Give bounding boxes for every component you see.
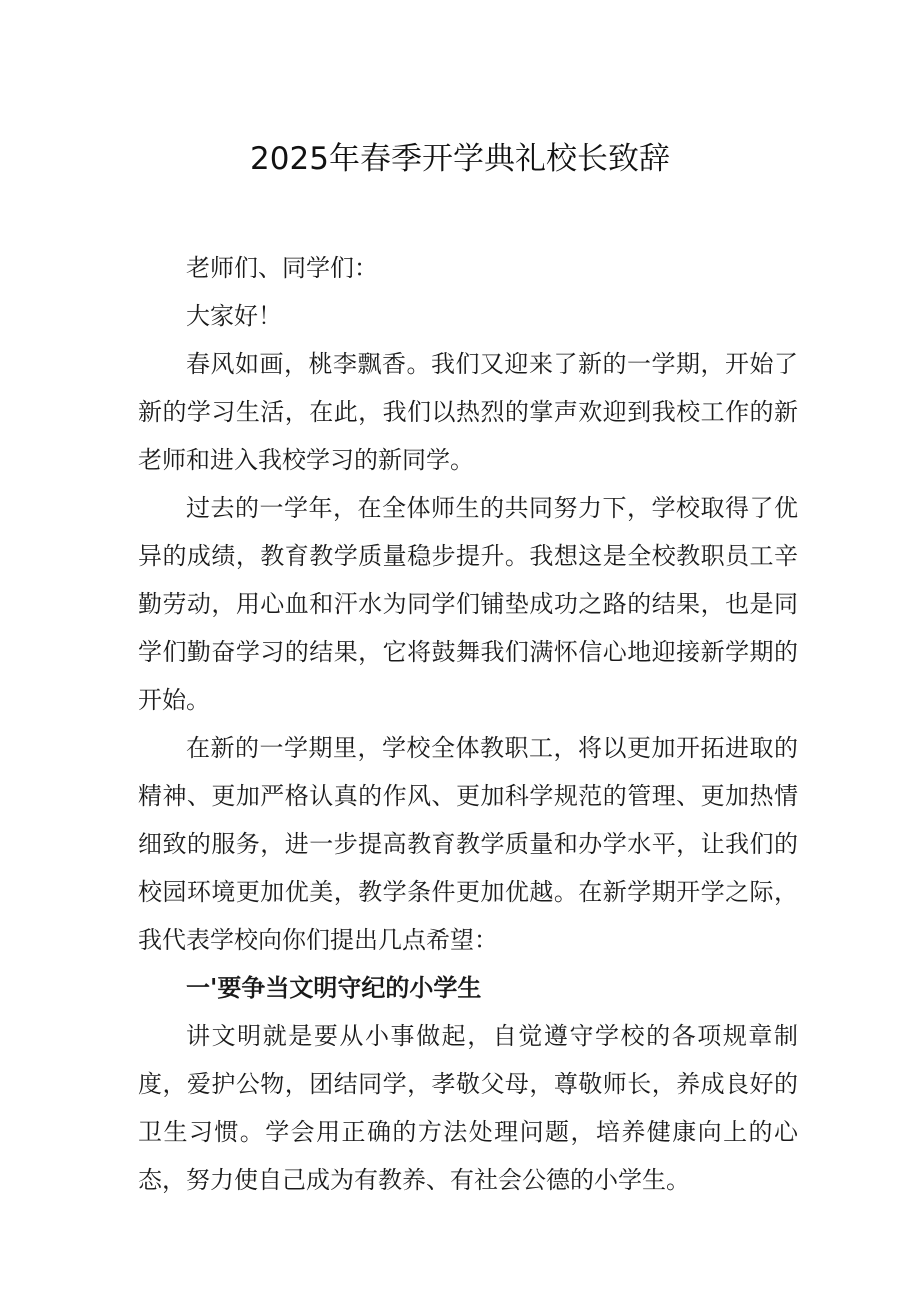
greeting: 大家好！	[186, 302, 282, 330]
document-body	[138, 244, 798, 1204]
section-heading-1: 一'要争当文明守纪的小学生	[186, 973, 482, 1002]
document-title: 2025年春季开学典礼校长致辞	[250, 141, 670, 177]
salutation: 老师们、同学们：	[186, 254, 378, 282]
paragraph-civility: 讲文明就是要从小事做起，自觉遵守学校的各项规章制度，爱护公物，团结同学，孝敬父母，尊敬师长，养成良好的卫生习惯。学会用正确的方法处理问题，培养健康向上的心态，努力使自己成为有教养、有社会公德的小学生。	[138, 1022, 798, 1194]
paragraph-welcome: 春风如画，桃李飘香。我们又迎来了新的一学期，开始了新的学习生活，在此，我们以热烈的掌声欢迎到我校工作的新老师和进入我校学习的新同学。	[138, 350, 798, 474]
paragraph-new-term: 在新的一学期里，学校全体教职工，将以更加开拓进取的精神、更加严格认真的作风、更加科学规范的管理、更加热情细致的服务，进一步提高教育教学质量和办学水平，让我们的校园环境更加优美，教学条件更加优越。在新学期开学之际，我代表学校向你们提出几点希望：	[138, 734, 798, 954]
paragraph-review: 过去的一学年，在全体师生的共同努力下，学校取得了优异的成绩，教育教学质量稳步提升。我想这是全校教职员工辛勤劳动，用心血和汗水为同学们铺垫成功之路的结果，也是同学们勤奋学习的结果，它将鼓舞我们满怀信心地迎接新学期的开始。	[138, 494, 798, 714]
